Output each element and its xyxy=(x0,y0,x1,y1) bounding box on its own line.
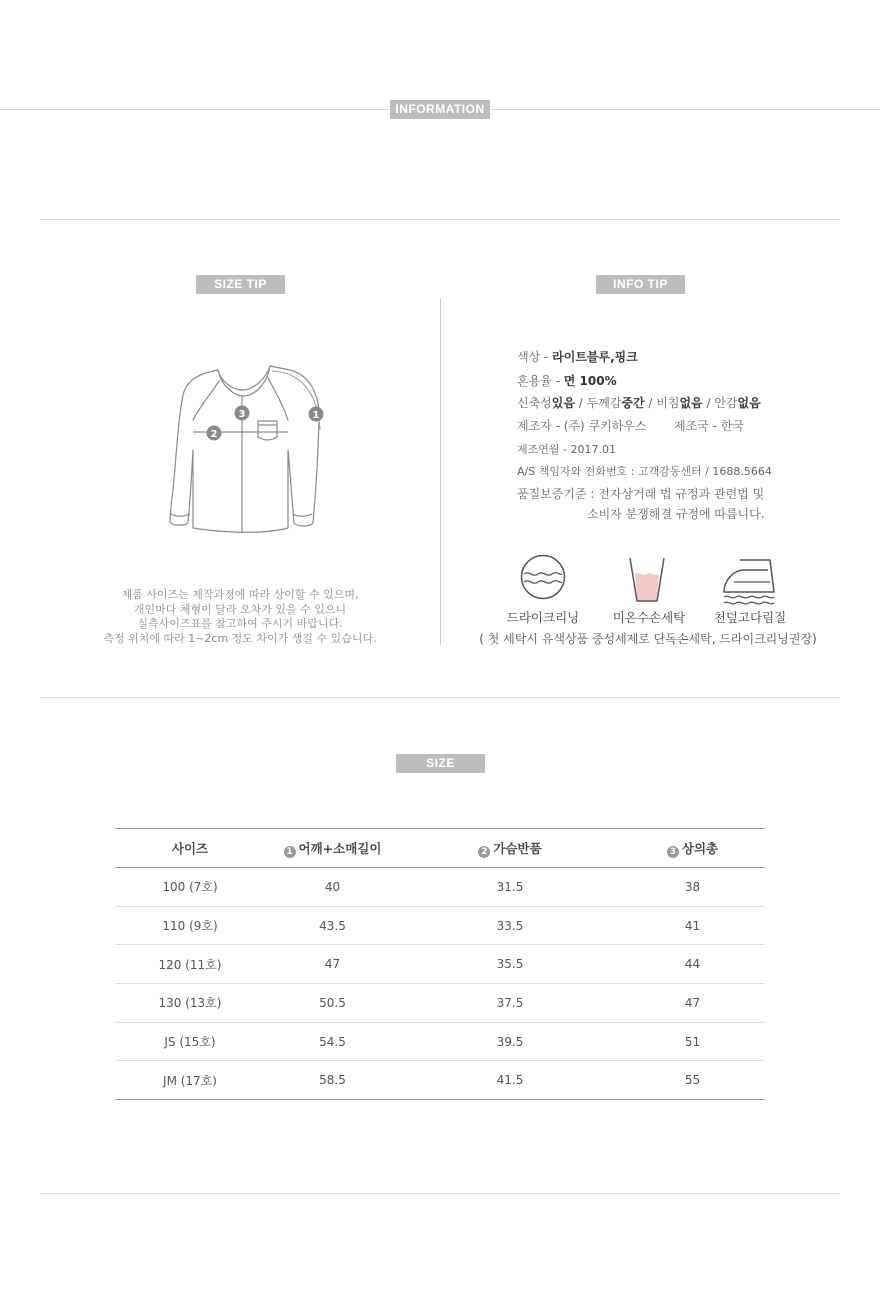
info-tip-tag: INFO TIP xyxy=(596,275,685,294)
info-color-label: 색상 - xyxy=(517,350,553,364)
cell-size: 100 (7호) xyxy=(115,868,265,907)
info-lining-label: / 안감 xyxy=(702,396,738,410)
header-length xyxy=(620,829,765,868)
info-warranty-text: 품질보증기준 : 전자상거래 법 규정과 관련법 및 xyxy=(517,487,765,501)
table-row xyxy=(115,906,765,945)
hand-wash-icon xyxy=(626,556,668,604)
care-note: ( 첫 세탁시 유색상품 중성세제로 단독손세탁, 드라이크리닝권장) xyxy=(479,632,817,646)
care-label-dry-clean: 드라이크리닝 xyxy=(506,610,580,625)
info-stretch-value: 있음 xyxy=(551,396,575,410)
cell-shoulder: 43.5 xyxy=(265,906,400,945)
size-tip-tag: SIZE TIP xyxy=(196,275,285,294)
cell-chest: 39.5 xyxy=(400,1022,620,1061)
iron-icon xyxy=(720,556,780,606)
dry-clean-icon xyxy=(519,553,567,601)
info-date-text: 제조연월 - 2017.01 xyxy=(517,443,616,456)
svg-text:3: 3 xyxy=(238,409,246,420)
info-date xyxy=(517,441,616,457)
info-color xyxy=(517,348,638,365)
cell-size: 130 (13호) xyxy=(115,984,265,1023)
column-divider xyxy=(440,298,441,645)
header-size xyxy=(115,829,265,868)
header-shoulder-sleeve xyxy=(265,829,400,868)
care-label-hand-wash: 미온수손세탁 xyxy=(612,610,686,625)
marker-2 xyxy=(207,426,222,441)
size-table xyxy=(115,828,765,1100)
info-sheer-label: / 비침 xyxy=(644,396,680,410)
info-lining-value: 없음 xyxy=(737,396,761,410)
info-stretch-label: 신축성 xyxy=(517,396,552,410)
cell-shoulder: 54.5 xyxy=(265,1022,400,1061)
info-maker xyxy=(517,417,646,434)
table-row xyxy=(115,868,765,907)
cell-length: 38 xyxy=(620,868,765,907)
info-warranty-text-2: 소비자 분쟁해결 규정에 따릅니다. xyxy=(587,507,765,521)
info-blend-value: 면 100% xyxy=(563,374,617,388)
cell-size: JM (17호) xyxy=(115,1061,265,1100)
marker-3 xyxy=(235,406,250,421)
info-blend-label: 혼용율 - xyxy=(517,374,564,388)
header-label: 사이즈 xyxy=(171,841,209,856)
cell-chest: 31.5 xyxy=(400,868,620,907)
cell-shoulder: 50.5 xyxy=(265,984,400,1023)
info-warranty-2 xyxy=(587,505,765,522)
cell-length: 44 xyxy=(620,945,765,984)
cell-length: 47 xyxy=(620,984,765,1023)
header-label: 상의총 xyxy=(681,840,719,856)
cell-size: JS (15호) xyxy=(115,1022,265,1061)
cell-chest: 41.5 xyxy=(400,1061,620,1100)
header-number-badge: 1 xyxy=(284,846,296,858)
info-warranty-1 xyxy=(517,485,764,502)
info-maker-text: 제조자 - (주) 쿠키하우스 xyxy=(517,419,647,433)
info-country xyxy=(674,417,744,434)
table-row xyxy=(115,984,765,1023)
header-label: 가슴반품 xyxy=(493,840,542,856)
cell-shoulder: 58.5 xyxy=(265,1061,400,1100)
care-label-iron: 천덮고다림질 xyxy=(713,610,787,625)
cell-length: 55 xyxy=(620,1061,765,1100)
info-thickness-value: 중간 xyxy=(621,396,645,410)
info-country-text: 제조국 - 한국 xyxy=(674,419,744,433)
header-label: 어깨+소매길이 xyxy=(298,840,382,856)
size-tip-notes xyxy=(90,588,390,646)
section-divider-1 xyxy=(40,219,840,220)
cell-size: 120 (11호) xyxy=(115,945,265,984)
header-chest xyxy=(400,829,620,868)
size-note-line: 제품 사이즈는 제작과정에 따라 상이할 수 있으며, xyxy=(121,588,359,601)
size-note-line: 개인마다 체형이 달라 오차가 있을 수 있으니 xyxy=(133,602,347,616)
cell-shoulder: 47 xyxy=(265,945,400,984)
size-note-line: 측정 위치에 따라 1~2cm 정도 차이가 생길 수 있습니다. xyxy=(103,631,377,645)
cell-shoulder: 40 xyxy=(265,868,400,907)
info-as-text: A/S 책임자와 전화번호 : 고객감동센터 / 1688.5664 xyxy=(517,465,772,478)
size-tag: SIZE xyxy=(396,754,485,773)
cell-chest: 35.5 xyxy=(400,945,620,984)
table-row xyxy=(115,945,765,984)
info-sheer-value: 없음 xyxy=(679,396,703,410)
section-divider-2 xyxy=(40,697,840,698)
info-blend xyxy=(517,372,617,389)
cell-length: 41 xyxy=(620,906,765,945)
table-row xyxy=(115,1061,765,1100)
information-tag: INFORMATION xyxy=(390,100,490,119)
cell-chest: 33.5 xyxy=(400,906,620,945)
svg-text:1: 1 xyxy=(312,410,320,421)
size-note-line: 실측사이즈표를 참고하여 주시기 바랍니다. xyxy=(137,617,343,630)
header-number-badge: 3 xyxy=(667,846,679,858)
shirt-diagram xyxy=(160,360,335,540)
info-as xyxy=(517,463,772,479)
info-fabric xyxy=(517,394,761,411)
marker-1 xyxy=(309,407,324,422)
cell-length: 51 xyxy=(620,1022,765,1061)
svg-text:2: 2 xyxy=(210,429,218,440)
info-thickness-label: / 두께감 xyxy=(574,396,622,410)
cell-size: 110 (9호) xyxy=(115,906,265,945)
size-table-header xyxy=(115,829,765,868)
bottom-divider xyxy=(40,1193,840,1194)
cell-chest: 37.5 xyxy=(400,984,620,1023)
info-color-value: 라이트블루,핑크 xyxy=(552,350,638,364)
table-row xyxy=(115,1022,765,1061)
header-number-badge: 2 xyxy=(478,846,490,858)
